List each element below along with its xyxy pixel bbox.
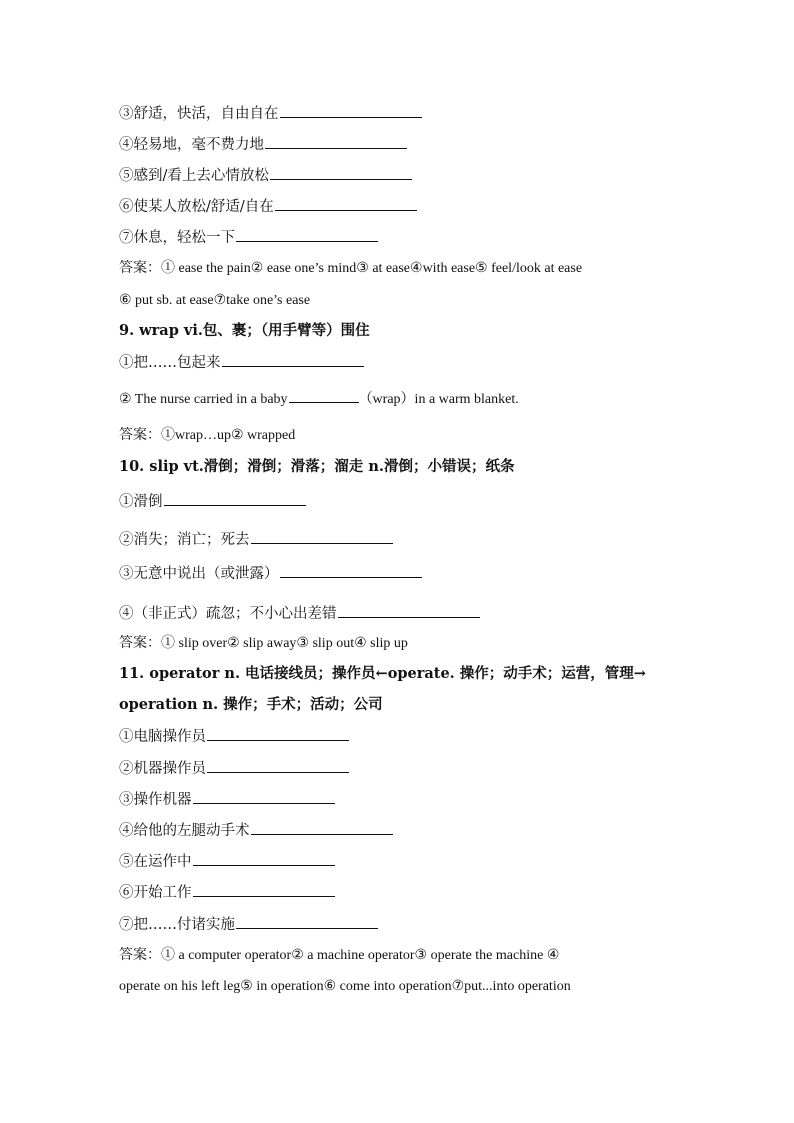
fill-in-item — [119, 851, 335, 872]
item-prompt: ①把……包起来 — [119, 355, 221, 371]
fill-in-item — [119, 165, 412, 186]
item-prompt: ② The nurse carried in a baby — [119, 392, 288, 407]
fill-in-item — [119, 758, 349, 779]
fill-in-item — [119, 563, 422, 584]
answer-blank[interactable] — [338, 603, 480, 618]
answer-line: 答案：① ease the pain② ease one’s mind③ at ease④with ease⑤ feel/look at ease — [119, 261, 583, 276]
fill-in-item — [119, 491, 306, 512]
fill-in-item — [119, 882, 335, 903]
fill-in-item — [119, 726, 349, 747]
item-prompt: ⑦把……付诸实施 — [119, 917, 235, 933]
item-prompt: ③舒适，快活，自由自在 — [119, 106, 279, 122]
answer-blank[interactable] — [236, 227, 378, 242]
item-prompt: ⑥使某人放松/舒适/自在 — [119, 199, 274, 215]
answer-blank[interactable] — [193, 882, 335, 897]
answer-blank[interactable] — [207, 726, 349, 741]
answer-blank[interactable] — [164, 491, 306, 506]
answer-blank[interactable] — [251, 529, 393, 544]
item-prompt: ④给他的左腿动手术 — [119, 823, 250, 839]
answer-line: 答案：① slip over② slip away③ slip out④ slip up — [119, 636, 408, 651]
fill-in-item — [119, 196, 417, 217]
answer-line: 答案：① a computer operator② a machine operator③ operate the machine ④ — [119, 948, 560, 963]
item-prompt: ④（非正式）疏忽；不小心出差错 — [119, 606, 337, 622]
item-suffix: （wrap）in a warm blanket. — [358, 392, 519, 407]
fill-in-item — [119, 134, 407, 155]
section-heading: operation n. 操作；手术；活动；公司 — [119, 696, 383, 713]
answer-blank[interactable] — [222, 352, 364, 367]
answer-blank[interactable] — [280, 563, 422, 578]
answer-blank[interactable] — [251, 820, 393, 835]
fill-in-item — [119, 914, 378, 935]
item-prompt: ⑥开始工作 — [119, 885, 192, 901]
section-heading: 11. operator n. 电话接线员；操作员←operate. 操作；动手术；运营，管理→ — [119, 665, 646, 682]
item-prompt: ⑤在运作中 — [119, 854, 192, 870]
answer-blank[interactable] — [193, 789, 335, 804]
answer-blank[interactable] — [265, 134, 407, 149]
answer-line: operate on his left leg⑤ in operation⑥ come into operation⑦put...into operation — [119, 979, 571, 994]
answer-blank[interactable] — [275, 196, 417, 211]
fill-in-item — [119, 820, 393, 841]
answer-blank[interactable] — [207, 758, 349, 773]
fill-in-item — [119, 388, 519, 410]
item-prompt: ⑤感到/看上去心情放松 — [119, 168, 269, 184]
item-prompt: ①滑倒 — [119, 494, 163, 510]
item-prompt: ③无意中说出（或泄露） — [119, 566, 279, 582]
fill-in-item — [119, 529, 393, 550]
fill-in-item — [119, 603, 480, 624]
section-heading: 10. slip vt.滑倒；滑倒；滑落；溜走 n.滑倒；小错误；纸条 — [119, 458, 515, 475]
item-prompt: ②消失；消亡；死去 — [119, 532, 250, 548]
answer-blank[interactable] — [193, 851, 335, 866]
item-prompt: ③操作机器 — [119, 792, 192, 808]
answer-line: ⑥ put sb. at ease⑦take one’s ease — [119, 293, 311, 308]
fill-in-item — [119, 789, 335, 810]
item-prompt: ②机器操作员 — [119, 761, 206, 777]
answer-blank[interactable] — [289, 388, 359, 403]
item-prompt: ④轻易地，毫不费力地 — [119, 137, 264, 153]
answer-blank[interactable] — [270, 165, 412, 180]
fill-in-item — [119, 352, 364, 373]
item-prompt: ⑦休息，轻松一下 — [119, 230, 235, 246]
item-prompt: ①电脑操作员 — [119, 729, 206, 745]
answer-blank[interactable] — [236, 914, 378, 929]
answer-blank[interactable] — [280, 103, 422, 118]
section-heading: 9. wrap vi.包、裹；（用手臂等）围住 — [119, 322, 370, 339]
fill-in-item — [119, 103, 422, 124]
fill-in-item — [119, 227, 378, 248]
answer-line: 答案：①wrap…up② wrapped — [119, 428, 296, 443]
